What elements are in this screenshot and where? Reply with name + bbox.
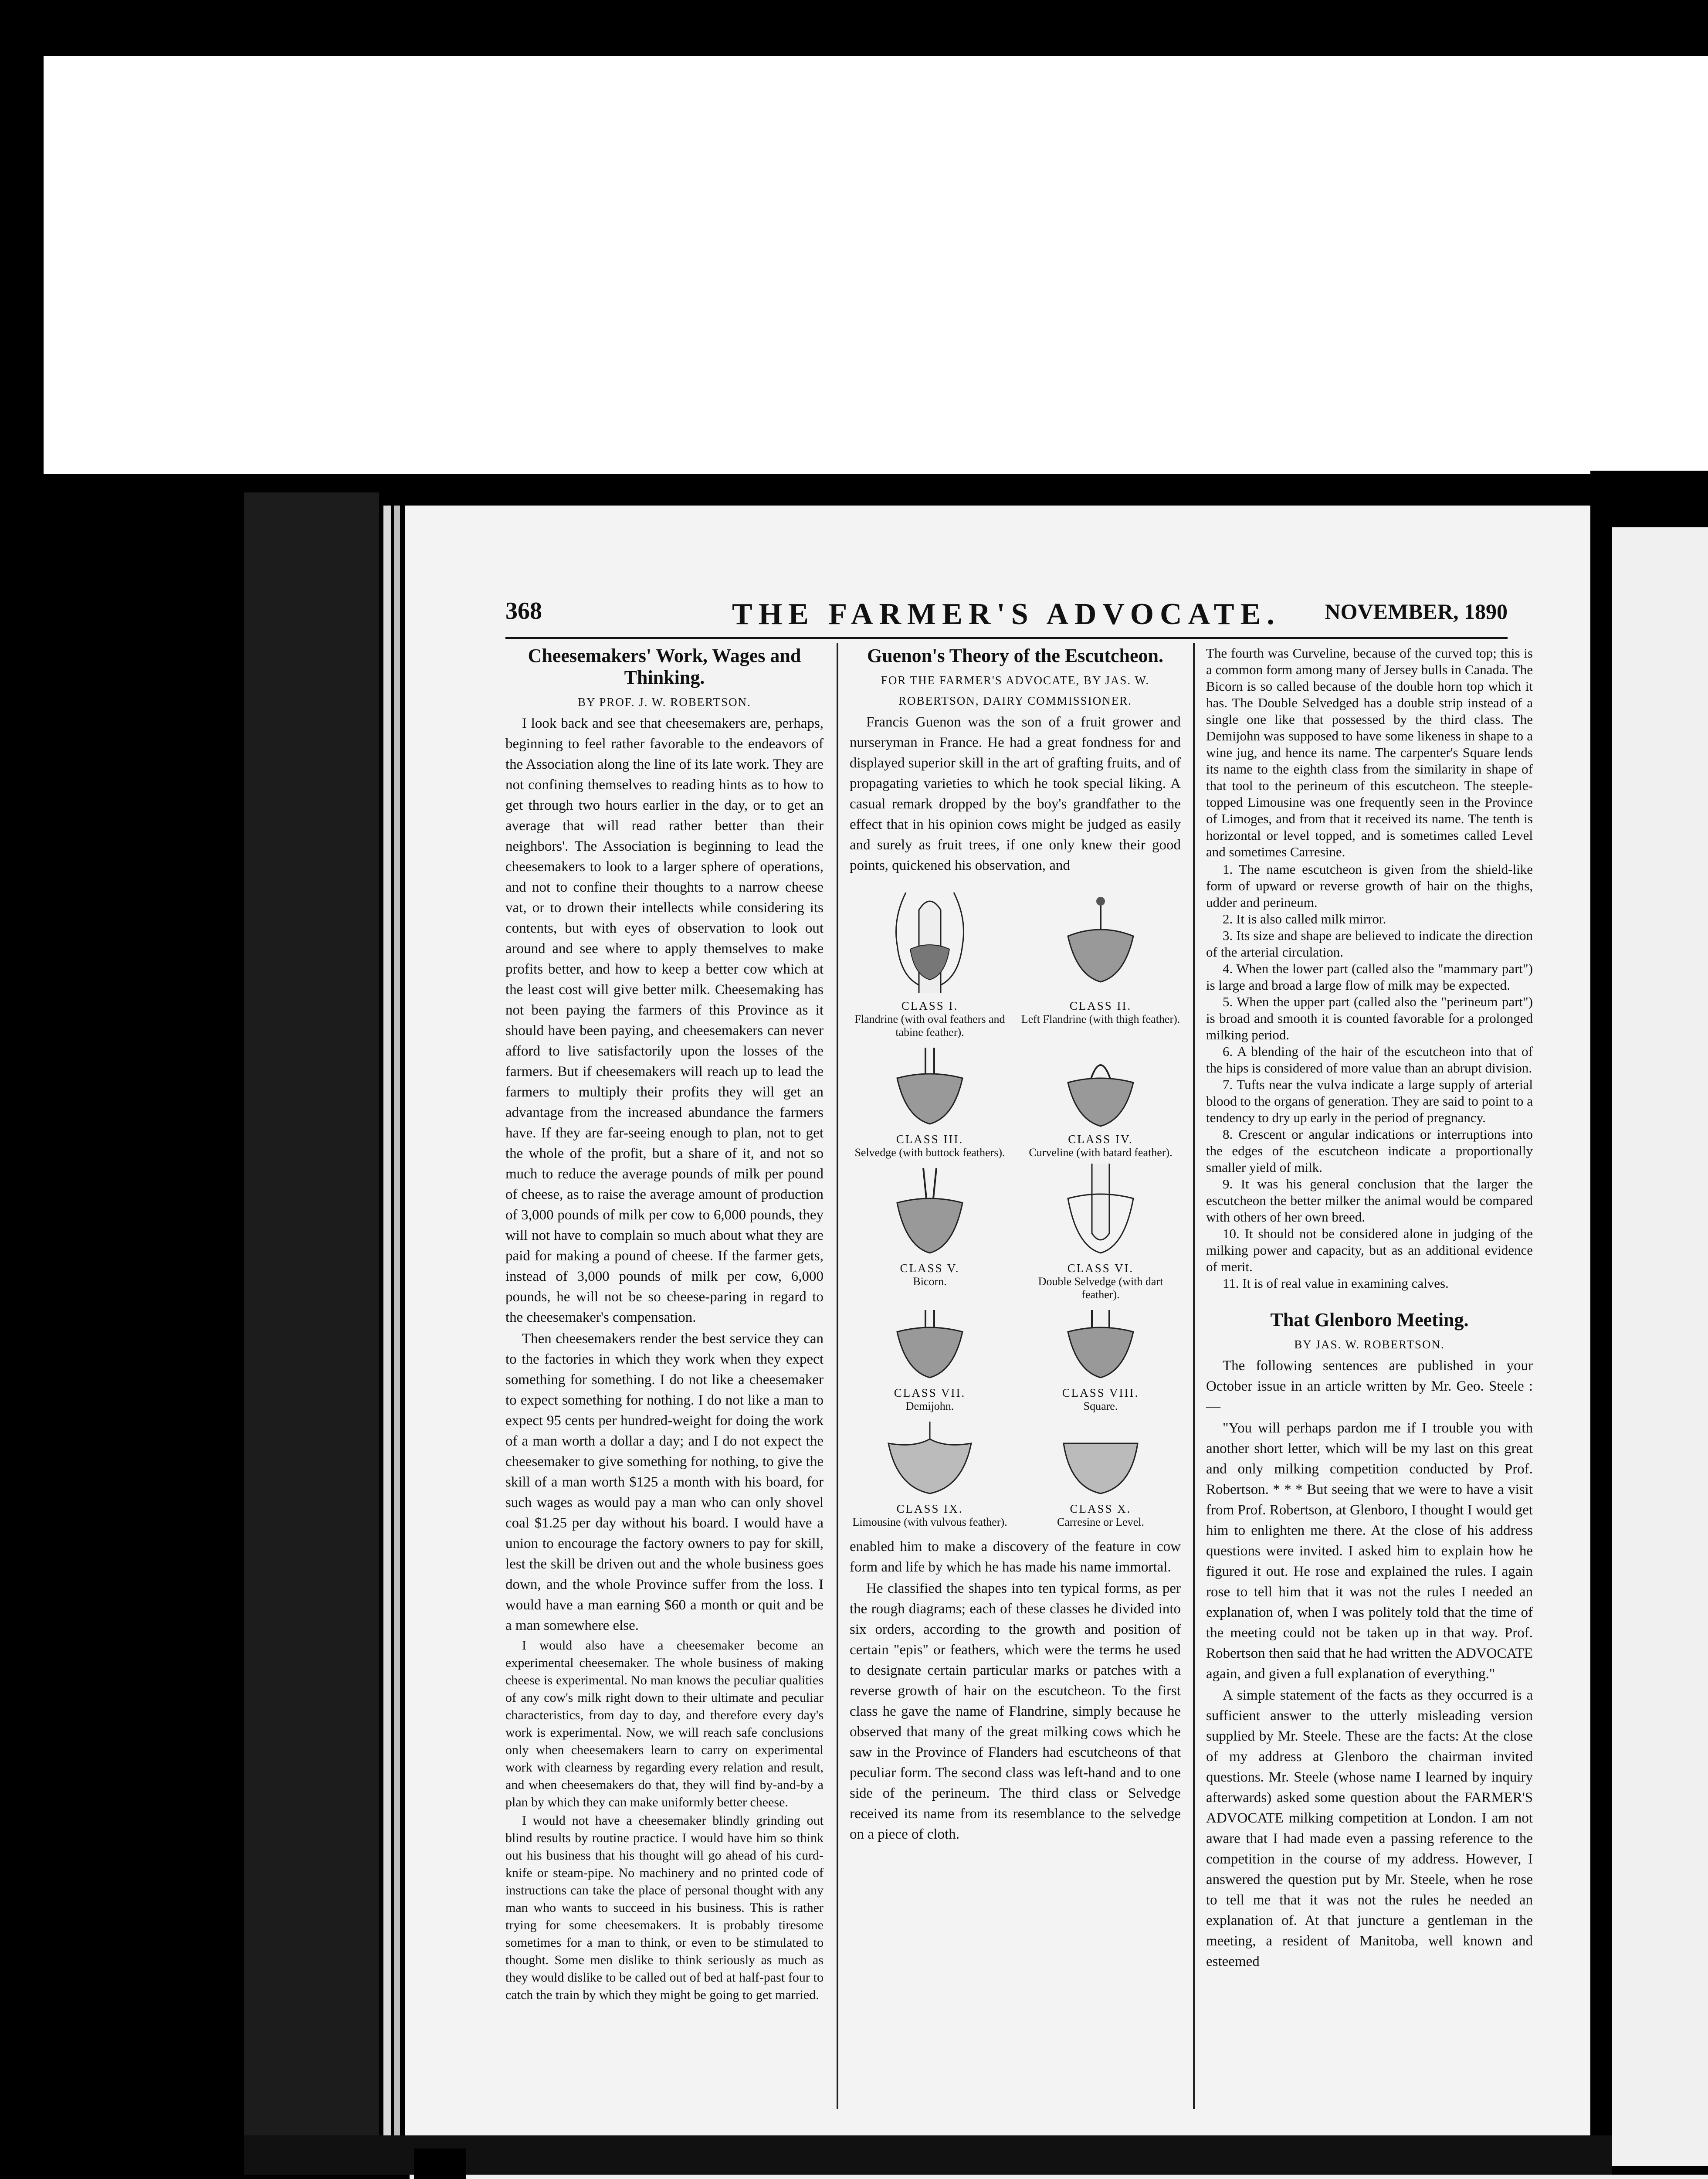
clip-shadow	[414, 2148, 466, 2179]
list-item: 6. A blending of the hair of the escutcheon into that of the hips is considered of more value than an abrupt division.	[1206, 1044, 1533, 1076]
class-label: CLASS IX.	[896, 1502, 963, 1515]
issue-date: NOVEMBER, 1890	[1325, 599, 1508, 624]
paragraph: enabled him to make a discovery of the feature in cow form and life by which he has made his name immortal.	[850, 1539, 1181, 1575]
paragraph: I look back and see that cheesemakers are, perhaps, beginning to feel rather favorable to the endeavors of the Association along the line of its late work. They are not confining themselves to reading hints as to how to get through two hours earlier in the day, or to get an average that will read rather better than their neighbors'. The Association is beginning to lead the cheesemakers to look to a larger sphere of operations, and not to confine their thoughts to a narrow cheese vat, or to drown their intellects while considering its contents, but with eyes of observation to look out around and see where to apply themselves to make profits better, and how to keep a better cow which at the least cost will give better milk. Cheesemaking has not been paying the farmers of this Province as it should have been paying, and cheesemakers can never afford to live satisfactorily upon the losses of the farmers. But if cheesemakers will reach up to lead the farmers to multiply their profits they will get an advantage from the increased abundance the farmers have. If they are far-seeing enough to plan, not to get the whole of the profit, but a share of it, and not so much to reduce the average pounds of milk per pound of cheese, as to raise the average amount of production of 3,000 pounds of milk per cow to 6,000 pounds, they will not have to complain so much about what they are paid for making a pound of cheese. If the farmer gets, instead of 3,000 pounds of milk per cow, 6,000 pounds, he will not be so cheese-paring in regard to the cheesemaker's compensation.	[505, 716, 824, 1325]
masthead-title: THE FARMER'S ADVOCATE.	[732, 597, 1281, 631]
paragraph: Then cheesemakers render the best service they can to the factories in which they work when they expect something for something. I do not like a cheesemaker to expect something for nothing. I do not like a man to expect 95 cents per hundred-weight for doing the work of a man worth a dollar a day; and I do not expect the cheesemaker to give something for nothing, to give the skill of a man worth $125 a month with his board, for such wages as would pay a man who can only shovel coal $1.25 per day without his board. I would have a union to encourage the factory owners to pay for skill, lest the skill be driven out and the whole business goes down, and the whole Province suffer from the loss. I would have a man earning $60 a month or quit and be a man somewhere else.	[505, 1331, 824, 1633]
escutcheon-diagrams	[850, 884, 1181, 1529]
escutcheon-drawing	[880, 1417, 980, 1500]
top-margin	[0, 56, 1708, 474]
class-label: CLASS IV.	[1068, 1133, 1133, 1146]
escutcheon-drawing	[1051, 1306, 1151, 1384]
article-title: Guenon's Theory of the Escutcheon.	[867, 645, 1164, 666]
book-spine	[244, 492, 379, 2157]
column-1	[505, 645, 824, 2005]
diagram-class-10	[1020, 1417, 1181, 1529]
page-edge	[394, 506, 400, 2144]
list-item: 11. It is of real value in examining calves.	[1223, 1276, 1449, 1291]
list-item: 3. Its size and shape are believed to indicate the direction of the arterial circulation.	[1206, 928, 1533, 960]
list-item: 4. When the lower part (called also the "mammary part") is large and broad a large flow of milk may be expected.	[1206, 961, 1533, 993]
article-byline: BY JAS. W. ROBERTSON.	[1294, 1338, 1445, 1351]
article-byline: FOR THE FARMER'S ADVOCATE, BY JAS. W. ROBERTSON, DAIRY COMMISSIONER.	[881, 674, 1150, 707]
class-label: CLASS I.	[901, 999, 959, 1012]
diagram-class-8	[1020, 1306, 1181, 1413]
article-byline: BY PROF. J. W. ROBERTSON.	[578, 696, 751, 709]
escutcheon-drawing	[1051, 1043, 1151, 1130]
class-label: CLASS II.	[1069, 999, 1132, 1012]
class-label: CLASS V.	[900, 1262, 960, 1275]
escutcheon-points-list	[1206, 861, 1533, 1292]
paragraph: The following sentences are published in your October issue in an article written by Mr. Geo. Steele :—	[1206, 1358, 1533, 1415]
paragraph: He classified the shapes into ten typical forms, as per the rough diagrams; each of these classes he divided into six orders, according to the growth and position of certain "epis" or feathers, which were the terms he used to designate certain particular marks or patches with a reverse growth of hair on the escutcheon. To the first class he gave the name of Flandrine, simply because he observed that many of the great milking cows which he saw in the Province of Flanders had escutcheons of that peculiar form. The second class was left-hand and to one side of the perineum. The third class or Selvedge received its name from its resemblance to the selvedge on a piece of cloth.	[850, 1581, 1181, 1842]
class-caption: Bicorn.	[913, 1275, 947, 1288]
paragraph: I would not have a cheesemaker blindly grinding out blind results by routine practice. I would have him so think out his business that his thought will go ahead of his curd-knife or steam-pipe. No machinery and no printed code of instructions can take the place of personal thought with any man who wants to succeed in his business. This is rather trying for some cheesemakers. It is probably tiresome sometimes for a man to think, or even to be stimulated to thought. Some men dislike to think seriously as much as they would dislike to be called out of bed at half-past four to catch the train by which they might be going to get married.	[505, 1813, 824, 2002]
class-caption: Carresine or Level.	[1057, 1516, 1144, 1528]
list-item: 10. It should not be considered alone in judging of the milking power and capacity, but as an additional evidence of merit.	[1206, 1226, 1533, 1274]
list-item: 2. It is also called milk mirror.	[1223, 911, 1386, 927]
page-edge	[383, 506, 391, 2144]
list-item: 9. It was his general conclusion that the larger the escutcheon the better milker the animal would be compared with others of her own breed.	[1206, 1176, 1533, 1225]
escutcheon-drawing	[880, 1306, 980, 1384]
class-caption: Square.	[1083, 1400, 1118, 1412]
class-caption: Left Flandrine (with thigh feather).	[1021, 1013, 1180, 1025]
diagram-class-1	[850, 884, 1010, 1039]
column-rule	[837, 643, 838, 2109]
diagram-class-4	[1020, 1043, 1181, 1159]
page-number: 368	[505, 597, 542, 625]
left-border	[0, 56, 44, 2179]
escutcheon-drawing	[880, 1043, 980, 1130]
class-label: CLASS III.	[896, 1133, 964, 1146]
class-caption: Demijohn.	[905, 1400, 954, 1412]
list-item: 1. The name escutcheon is given from the shield-like form of upward or reverse growth of hair on the thighs, udder and perineum.	[1206, 862, 1533, 910]
column-2	[850, 645, 1181, 1846]
paragraph: "You will perhaps pardon me if I trouble you with another short letter, which will be my last on this great and only milking competition conducted by Prof. Robertson. * * * But seeing that we were to have a visit from Prof. Robertson, at Glenboro, I thought I would get him to enlighten me there. At the close of his address questions were invited. I asked him to explain how he figured it out. He rose and explained the rules. I again rose to tell him that it was not the rules I needed an explanation of, when I was politely told that the time of the meeting could not be taken up in that way. Prof. Robertson then said that he had written the ADVOCATE again, and given a full explanation of everything."	[1206, 1420, 1533, 1682]
diagram-class-6	[1020, 1164, 1181, 1301]
diagram-class-5	[850, 1164, 1010, 1301]
paragraph: Francis Guenon was the son of a fruit grower and nurseryman in France. He had a great fondness for and displayed superior skill in the art of grafting fruits, and of propagating varieties to which he took special liking. A casual remark dropped by the boy's grandfather to the effect that in his opinion cows might be judged as easily and surely as fruit trees, if one only knew their good points, quickened his observation, and	[850, 714, 1181, 873]
paragraph: I would also have a cheesemaker become an experimental cheesemaker. The whole business of making cheese is experimental. No man knows the peculiar qualities of any cow's milk right down to their ultimate and peculiar characteristics, from day to day, and therefore every day's work is experimental. Now, we will reach safe conclusions only when cheesemakers learn to carry on experimental work with clearness by regarding every relation and result, and when cheesemakers do that, they will find by-and-by a plan by which they can make uniformly better cheese.	[505, 1638, 824, 1809]
article-title: Cheesemakers' Work, Wages and Thinking.	[528, 645, 801, 688]
class-label: CLASS VII.	[894, 1386, 966, 1399]
paragraph: The fourth was Curveline, because of the curved top; this is a common form among many of Jersey bulls in Canada. The Bicorn is so called because of the double horn top which it has. The Double Selvedged has a double strip instead of a single one like that possessed by the third class. The Demijohn was supposed to have some likeness in shape to a wine jug, and hence its name. The carpenter's Square lends its name to the eighth class from the similarity in shape of that tool to the perineum of this escutcheon. The steeple-topped Limousine was one frequently seen in the Province of Limoges, and from that it received its name. The tenth is horizontal or level topped, and is sometimes called Level and sometimes Carresine.	[1206, 645, 1533, 859]
header-rule	[505, 637, 1508, 639]
class-caption: Flandrine (with oval feathers and tabine feather).	[854, 1013, 1005, 1039]
class-caption: Selvedge (with buttock feathers).	[854, 1146, 1005, 1159]
paragraph: A simple statement of the facts as they occurred is a sufficient answer to the utterly misleading version supplied by Mr. Steele. These are the facts: At the close of my address at Glenboro the chairman invited questions. Mr. Steele (whose name I learned by inquiry afterwards) asked some question about the FARMER'S ADVOCATE milking competition at London. I am not aware that I had made even a passing reference to the competition in the course of my address. However, I answered the question put by Mr. Steele, when he rose to tell me that it was not the rules he needed an explanation of. At that juncture a gentleman in the meeting, a resident of Manitoba, well known and esteemed	[1206, 1687, 1533, 1969]
escutcheon-drawing	[880, 884, 980, 997]
class-label: CLASS VIII.	[1062, 1386, 1139, 1399]
article-title: That Glenboro Meeting.	[1270, 1309, 1469, 1330]
bottom-margin	[410, 2175, 1708, 2179]
list-item: 8. Crescent or angular indications or interruptions into the edges of the escutcheon indicate a proportionally smaller yield of milk.	[1206, 1127, 1533, 1175]
diagram-class-7	[850, 1306, 1010, 1413]
escutcheon-drawing	[1051, 1417, 1151, 1500]
facing-page	[1612, 527, 1708, 2166]
column-3	[1206, 645, 1533, 1973]
newspaper-page	[405, 506, 1590, 2135]
class-label: CLASS VI.	[1067, 1262, 1134, 1275]
class-label: CLASS X.	[1070, 1502, 1132, 1515]
class-caption: Curveline (with batard feather).	[1029, 1146, 1173, 1159]
class-caption: Limousine (with vulvous feather).	[852, 1516, 1007, 1528]
diagram-class-2	[1020, 884, 1181, 1039]
escutcheon-drawing	[880, 1164, 980, 1259]
class-caption: Double Selvedge (with dart feather).	[1038, 1275, 1163, 1301]
diagram-class-9	[850, 1417, 1010, 1529]
escutcheon-drawing	[1051, 1164, 1151, 1259]
escutcheon-drawing	[1051, 884, 1151, 997]
diagram-class-3	[850, 1043, 1010, 1159]
list-item: 7. Tufts near the vulva indicate a large supply of arterial blood to the organs of generation. They are said to point to a tendency to dry up early in the period of pregnancy.	[1206, 1077, 1533, 1125]
list-item: 5. When the upper part (called also the "perineum part") is broad and smooth it is counted favorable for a prolonged milking period.	[1206, 994, 1533, 1042]
column-rule	[1193, 643, 1195, 2109]
